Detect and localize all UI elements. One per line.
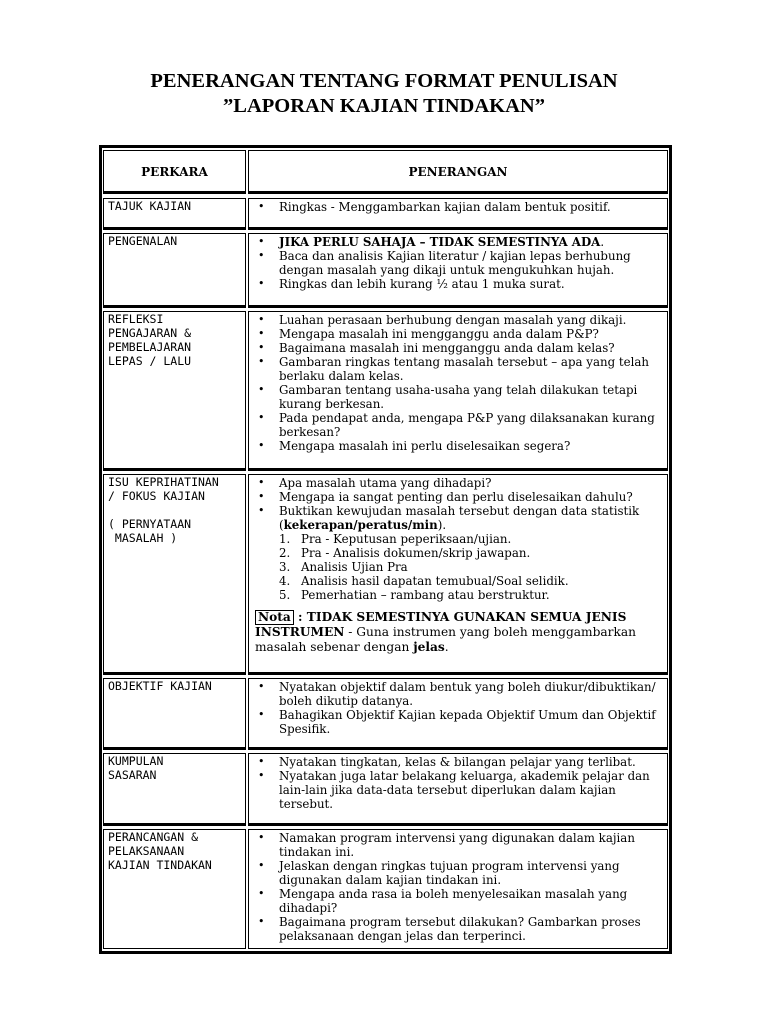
item-number: 4. bbox=[279, 574, 291, 588]
item-number: 3. bbox=[279, 560, 291, 574]
list-item: • Bahagikan Objektif Kajian kepada Objektif Umum dan Objektif Spesifik. bbox=[249, 708, 667, 736]
nota-colon: : bbox=[293, 610, 307, 624]
emphasis-text: kekerapan/peratus/min bbox=[283, 518, 438, 532]
emphasis-text: JIKA PERLU SAHAJA – TIDAK SEMESTINYA ADA bbox=[279, 235, 601, 249]
numbered-item bbox=[249, 546, 667, 560]
nota-label: Nota bbox=[255, 610, 294, 625]
numbered-item bbox=[249, 560, 667, 574]
row-content-cell bbox=[248, 474, 668, 675]
row-content-cell bbox=[248, 678, 668, 750]
row-content-cell bbox=[248, 311, 668, 471]
nota-end: . bbox=[444, 640, 449, 654]
row-label-cell bbox=[103, 753, 246, 826]
list-item-end: ). bbox=[437, 518, 447, 532]
row-label-cell bbox=[103, 311, 246, 471]
list-item: • Apa masalah utama yang dihadapi? bbox=[249, 476, 667, 490]
list-item-start: Buktikan kewujudan masalah tersebut dengan data statistik ( bbox=[279, 504, 640, 532]
row-content-cell bbox=[248, 753, 668, 826]
numbered-item-text: Pra - Analisis dokumen/skrip jawapan. bbox=[301, 546, 531, 560]
header-penerangan-text: PENERANGAN bbox=[408, 165, 508, 179]
list-item-end: . bbox=[600, 235, 605, 249]
list-item: • Mengapa masalah ini perlu diselesaikan segera? bbox=[249, 439, 667, 453]
list-item: • Mengapa masalah ini mengganggu anda dalam P&P? bbox=[249, 327, 667, 341]
row-label-cell bbox=[103, 233, 246, 308]
item-number: 5. bbox=[279, 588, 291, 602]
row-content-cell bbox=[248, 233, 668, 308]
row-label: ISU KEPRIHATINAN / FOKUS KAJIAN ( PERNYATAAN MASALAH ) bbox=[108, 475, 219, 545]
row-label: TAJUK KAJIAN bbox=[108, 199, 192, 213]
numbered-item bbox=[249, 574, 667, 588]
list-item: • Gambaran ringkas tentang masalah tersebut – apa yang telah berlaku dalam kelas. bbox=[249, 355, 667, 383]
list-item: • Pada pendapat anda, mengapa P&P yang dilaksanakan kurang berkesan? bbox=[249, 411, 667, 439]
row-label: KUMPULAN SASARAN bbox=[108, 754, 164, 782]
numbered-item bbox=[249, 588, 667, 602]
list-item: • Bagaimana masalah ini mengganggu anda dalam kelas? bbox=[249, 341, 667, 355]
list-item bbox=[249, 235, 667, 249]
row-content-cell bbox=[248, 198, 668, 230]
list-item: • Nyatakan juga latar belakang keluarga, akademik pelajar dan lain-lain jika data-data tersebut diperlukan dalam kajian tersebut. bbox=[249, 769, 667, 811]
item-number: 2. bbox=[279, 546, 291, 560]
numbered-item-text: Pra - Keputusan peperiksaan/ujian. bbox=[301, 532, 512, 546]
nota-bold-text: TIDAK SEMESTINYA GUNAKAN SEMUA JENIS INSTRUMEN bbox=[255, 610, 627, 639]
header-penerangan bbox=[248, 150, 668, 194]
list-item: • Baca dan analisis Kajian literatur / kajian lepas berhubung dengan masalah yang dikaji untuk mengukuhkan hujah. bbox=[249, 249, 667, 277]
row-label-cell bbox=[103, 829, 246, 949]
nota-rest-text: - Guna instrumen yang boleh menggambarkan masalah sebenar dengan bbox=[255, 625, 636, 654]
document-title-line-2: ”LAPORAN KAJIAN TINDAKAN” bbox=[223, 95, 545, 117]
list-item: • Mengapa anda rasa ia boleh menyelesaikan masalah yang dihadapi? bbox=[249, 887, 667, 915]
list-item: • Jelaskan dengan ringkas tujuan program intervensi yang digunakan dalam kajian tindakan ini. bbox=[249, 859, 667, 887]
numbered-item-text: Pemerhatian – rambang atau berstruktur. bbox=[301, 588, 550, 602]
item-number: 1. bbox=[279, 532, 291, 546]
list-item: • Bagaimana program tersebut dilakukan? Gambarkan proses pelaksanaan dengan jelas dan terperinci. bbox=[249, 915, 667, 943]
numbered-item-text: Analisis Ujian Pra bbox=[301, 560, 408, 574]
list-item: • Ringkas dan lebih kurang ½ atau 1 muka surat. bbox=[249, 277, 667, 291]
row-content-cell bbox=[248, 829, 668, 949]
list-item: • Nyatakan objektif dalam bentuk yang boleh diukur/dibuktikan/ boleh dikutip datanya. bbox=[249, 680, 667, 708]
list-item: • Mengapa ia sangat penting dan perlu diselesaikan dahulu? bbox=[249, 490, 667, 504]
list-item: • Gambaran tentang usaha-usaha yang telah dilakukan tetapi kurang berkesan. bbox=[249, 383, 667, 411]
document-title-line-1: PENERANGAN TENTANG FORMAT PENULISAN bbox=[150, 70, 618, 92]
list-item: • Ringkas - Menggambarkan kajian dalam bentuk positif. bbox=[249, 200, 667, 214]
nota-text bbox=[255, 610, 636, 654]
nota-block bbox=[249, 610, 667, 655]
row-label: OBJEKTIF KAJIAN bbox=[108, 679, 212, 693]
list-item: • Namakan program intervensi yang digunakan dalam kajian tindakan ini. bbox=[249, 831, 667, 859]
row-label: PENGENALAN bbox=[108, 234, 178, 248]
numbered-item-text: Analisis hasil dapatan temubual/Soal selidik. bbox=[301, 574, 569, 588]
row-label-cell bbox=[103, 474, 246, 675]
header-perkara bbox=[103, 150, 246, 194]
row-label-cell bbox=[103, 678, 246, 750]
numbered-item bbox=[249, 532, 667, 546]
header-perkara-text: PERKARA bbox=[141, 165, 208, 179]
list-item bbox=[249, 504, 667, 532]
list-item: • Nyatakan tingkatan, kelas & bilangan pelajar yang terlibat. bbox=[249, 755, 667, 769]
nota-emphasis: jelas bbox=[413, 640, 445, 654]
row-label-cell bbox=[103, 198, 246, 230]
list-item: • Luahan perasaan berhubung dengan masalah yang dikaji. bbox=[249, 313, 667, 327]
row-label: REFLEKSI PENGAJARAN & PEMBELAJARAN LEPAS / LALU bbox=[108, 312, 192, 368]
row-label: PERANCANGAN & PELAKSANAAN KAJIAN TINDAKAN bbox=[108, 830, 212, 872]
